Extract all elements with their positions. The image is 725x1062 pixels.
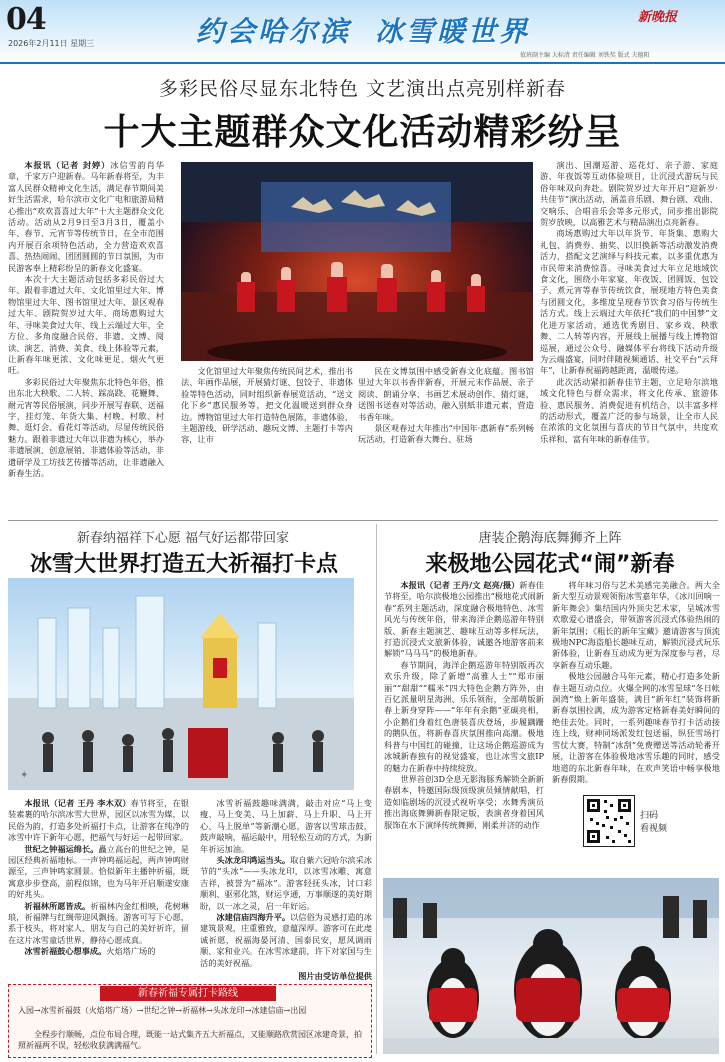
right-col-2 bbox=[552, 580, 720, 785]
left-headline: 冰雪大世界打造五大祈福打卡点 bbox=[29, 552, 338, 577]
right-photo bbox=[383, 878, 719, 1054]
banner-left: 约会哈尔滨 bbox=[196, 15, 352, 48]
subhead: 冰雪祈福鼓心想事成。 bbox=[24, 946, 107, 957]
paper-logo: 新晚报 bbox=[638, 10, 678, 25]
left-kicker: 新春纳福祥下心愿 福气好运都带回家 bbox=[76, 531, 290, 546]
paragraph-text: 以信俗为灵感打造的冰建筑景观，庄重雅致，意蕴深厚。游客可在此虔诚祈愿，祝福海晏河清、国泰民安，愿风调雨顺、家和业兴。在冰雪冰建前，许下对家国与生活的美好祝福。 bbox=[200, 912, 372, 968]
paragraph-text: 矗立高台的世纪之钟，是园区经典祈福地标。一声钟鸣福运起，两声钟鸣财源至，三声钟鸣家圆景。恰似新年主播钟祈福，既寓意步步登高，前程似锦，也为马年开启顺遂安康的好兆头。 bbox=[8, 843, 189, 900]
penguin-parade-image bbox=[383, 878, 719, 1054]
photo-credit: 图片由受访单位提供 bbox=[298, 971, 372, 982]
main-col-2 bbox=[181, 366, 353, 446]
qr-label-scan: 扫码 bbox=[640, 811, 659, 821]
main-para-3: 多彩民俗过大年聚焦东北特色年俗，推出东北大秧歌、二人转、踩高跷、花鞭舞、耐元宵等民俗展演，同步开展写春联、送福字、挂灯笼、年货大集、村晚、村歌、村舞、逛灯会、看花灯等活动，尽显传统民俗魅力。跟着非遗过大年以非遗为核心，举办非遗展演、创意展销、非遗体验等活动，非遗研学及工坊技艺传播等活动，让非遗融入新春生活。 bbox=[8, 376, 164, 478]
svg-text:✦: ✦ bbox=[20, 770, 29, 781]
main-para-4: 文化馆里过大年聚焦传统民间艺术，推出书法、年画作品展，开展猜灯谜、包饺子、非遗体验等特色活动，同时组织新春展览活动、“送文化下乡”惠民服务等，把文化温暖送到群众身边。博物馆里过大年打造特色展陈，非遗体验、主题游线、研学活动、趣玩文博、主题打卡等内容，让市 bbox=[181, 366, 353, 445]
route-note: 全程步行顺畅，点位布局合理，既能一站式集齐五大祈福点，又能顺路欣赏园区冰建奇景，拍照祈福两不误，轻松收获满满福气。 bbox=[18, 1030, 362, 1050]
left-para-6 bbox=[200, 855, 372, 912]
qr-code-icon bbox=[584, 796, 634, 846]
right-kicker: 唐装企鹅海底舞狮齐上阵 bbox=[478, 531, 622, 546]
paragraph-text: 新春佳节将至，哈尔滨极地公园推出“极地花式闹新春”系列主题活动，深度融合极地特色、冰雪风光与传统年俗，带来海洋企鹅巡游年特别版、新春主题演艺、趣味互动等多样玩法，打造沉浸式文旅新体验，诚邀各地游客前来解锁“马马马”的极地新春。 bbox=[384, 580, 544, 659]
main-para-8: 商场惠购过大年以年货节、年货集、惠购大礼包、消费券、抽奖、以旧换新等活动激发消费活力，搭配文艺演绎与科技元素，以多重优惠为市民带来消费惊喜。寻味美食过大年立足地域饮食文化，围绕小年家宴、年夜饭、团圆饭、包饺子、煮元宵等春节传统饮食，展现地方特色美食与团圆文化，多维度呈现春节饮食习俗与传统生活方式。线上云端过大年依托“我们的中国梦”文化进万家活动，通选优秀剧目、家乡戏、秧歌舞、二人转等内容，开展线上展播与线上博物馆巡展，通过公众号、融媒体平台将线下活动升级为云端盛宴，同时伴随视频通话、社交平台“云拜年”，让新春祝福跨越距离，温暖传递。 bbox=[540, 228, 718, 376]
subhead: 冰建信庙四海升平。 bbox=[216, 912, 291, 923]
main-para-7: 演出、国潮巡游、巡花灯、亲子游、家庭游、年夜饭等互动体验项目，让沉浸式游玩与民俗年味双向奔赴。剧院贺岁过大年开启“迎新岁·共佳节”演出活动，涵盖音乐剧、舞台剧、戏曲、交响乐、合唱音乐会等多元形式，同步推出影院贺岁放映，以高雅艺术与精品演出点亮新春。 bbox=[540, 160, 718, 228]
right-para-3: 世界首创3D全息无影海豚秀解锁全新新春剧本，特邀国际级顶级演员倾情献唱，打造如临剧场的沉浸式视听享受；水舞秀演员推出海底舞狮新春限定版，表演者身着国风服饰在水下演绎传统舞狮，刚柔并济的动作 bbox=[384, 773, 544, 830]
editors-line: 值班副主编 大标清 责任编辑 刘铁奖 版式 夫德阳 bbox=[520, 52, 650, 59]
qr-code[interactable] bbox=[583, 795, 635, 847]
left-para-5: 冰雪祈福鼓趣味满满，敲击对应“马上变瘦、马上变美、马上加薪、马上升职、马上开心、马上脱单”等新潮心愿，游客以雪球击鼓，鼓声敲响，福运敲中，用轻松互动的方式，为新年祈运加油。 bbox=[200, 798, 372, 854]
paragraph-text: 祈福林内金红相映，花树琳琅，祈福牌与红绸带迎风飘扬。游客可写下心愿，系于枝头，将对家人、朋友与自己的美好祈许，留在这片冰雪童话世界，静待心愿成真。 bbox=[8, 900, 189, 945]
ice-bell-tower-image bbox=[8, 578, 354, 790]
page-number: 04 bbox=[6, 2, 46, 37]
main-headline: 十大主题群众文化活动精彩纷呈 bbox=[103, 112, 622, 153]
right-col-1 bbox=[384, 580, 544, 831]
subhead: 祈福林所愿皆成。 bbox=[24, 900, 91, 911]
main-kicker: 多彩民俗尽显东北特色 文艺演出点亮别样新春 bbox=[158, 78, 567, 100]
main-col-3 bbox=[358, 366, 534, 446]
route-box-title: 新春祈福专属打卡路线 bbox=[100, 986, 276, 1001]
left-para-2 bbox=[8, 844, 189, 901]
issue-date: 2026年2月11日 星期三 bbox=[8, 39, 95, 48]
main-para-2: 本次十大主题活动包括多彩民俗过大年、跟着非遗过大年、文化馆里过大年、博物馆里过大年、图书馆里过大年、景区观春过大年、剧院贺岁过大年、商场惠购过大年、寻味美食过大年、线上云端过大年，全方位、多角度融合民俗、非遗、文博、阅读、演艺、消费、美食、线上体验等元素，让新春年味更浓、文化味更足、烟火气更旺。 bbox=[8, 274, 164, 376]
paragraph-text: 春节将至，在银装素裹的哈尔滨冰雪大世界，园区以冰雪为媒，以民俗为韵，打造多处祈福打卡点，让游客在纯净的冰雪中许下新年心愿，把福气与好运一起带回家。 bbox=[8, 798, 189, 843]
right-para-2: 春节期间，海洋企鹅巡游年特别版再次欢乐升级，除了新增“高雅人士”“郑市丽丽”“甜甜”“糯米”四大特色企鹅方阵外，由百亿派量明星海洲、乐乐领衔，全部萌版新春上新身穿阵——“年年有余鹅”亚碳亮相，小企鹅们身着红色唐装喜庆登场，步履蹒跚的鹅队伍，将新春喜庆氛围推向高潮。极地科普与中国红的碰撞，让这场企鹅巡游成为冰城新春独有的视觉盛宴，也让冰雪文旅IP的魅力在新春中持续绽放。 bbox=[384, 659, 544, 773]
main-para-6: 景区观春过大年推出“中国年·惠新春”系列畅玩活动，打造新春大舞台、驻场 bbox=[358, 423, 534, 445]
left-para-4 bbox=[8, 946, 189, 957]
subhead: 世纪之钟福运绵长。 bbox=[24, 843, 99, 854]
main-para-9: 此次活动紧扣新春佳节主题，立足哈尔滨地域文化特色与群众需求，将文化传承、旅游体验、惠民服务、消费促进有机结合，以丰富多样的活动形式，覆盖广泛的参与场景，让全市人民在浓浓的文化氛围与喜庆的节日气氛中，共度欢乐祥和、富有年味的新春佳节。 bbox=[540, 376, 718, 444]
right-divider bbox=[376, 524, 377, 1054]
header-rule bbox=[0, 62, 725, 64]
paragraph-text: 冰信雪韵肖华章，千家万户迎新春。马年新春将至，为丰富人民群众精神文化生活，满足春节期间美好生活需求，哈尔滨市文化广电和旅游局精心推出“欢欢喜喜过大年”十大主题群众文化活动。活动从2月9日至3月3日，覆盖小年、春节、元宵节等传统节日，在全市范围内开展百余项特色活动，全力营造欢欢喜喜、热热闹闹、团团圆圆的节日氛围，为市民游客奉上精彩纷呈的新春文化盛宴。 bbox=[8, 160, 164, 273]
right-para-1 bbox=[384, 580, 544, 660]
section-divider bbox=[8, 520, 718, 521]
byline: 本报讯（记者 封婷） bbox=[24, 160, 111, 170]
paragraph-text: 火焰塔广场的 bbox=[106, 946, 156, 957]
left-para-1 bbox=[8, 798, 189, 844]
left-col-2 bbox=[200, 798, 372, 982]
stage-performance-image bbox=[181, 162, 533, 361]
right-headline: 来极地公园花式“闹”新春 bbox=[425, 552, 675, 577]
left-para-3 bbox=[8, 901, 189, 947]
main-col-4 bbox=[540, 160, 718, 445]
byline: 本报讯（记者 王丹 李木双） bbox=[24, 798, 131, 808]
main-col-1 bbox=[8, 160, 164, 479]
banner-right: 冰雪暖世界 bbox=[375, 15, 531, 48]
left-photo bbox=[8, 578, 354, 790]
route-text: 入园→冰雪祈福鼓（火焰塔广场）→世纪之钟→祈福林→头冰龙印→冰建信庙→出园 bbox=[18, 1006, 307, 1015]
right-para-5: 极地公园融合马年元素，精心打造多处新春主题互动点位。火爆全网的冰雪星球“冬日帐洞湾”焕上新年盛装，满目“新年红”装饰将新新春氛围拉满，成为游客定格新春美好瞬间的绝佳去处。同时，一系列趣味春节打卡活动接连上线，财神同场派发红包送福，纵狂雪场打雪仗大赛，特制“冰刮”免费赠送等活动轮番开展，让游客在体验极地冰雪乐趣的同时，感受地道的东北新春年味，在欢声笑语中畅享极地新春假期。 bbox=[552, 671, 720, 784]
subhead: 头冰龙印鸿运当头。 bbox=[216, 855, 291, 866]
main-para-1 bbox=[8, 160, 164, 274]
main-para-5: 民在文博氛围中感受新春文化底蕴。图书馆里过大年以书香伴新春，开展元末作品展、亲子阅读、朗诵分享、书画艺术展动创作、猜灯谜，送图书送春对等活动，融入别紙非遗元素，营造书香年味。 bbox=[358, 366, 534, 422]
paragraph-text: 取自紫六冠哈尔滨采冰节的“头冰”——头冰龙印，以冰雪冰雕、寓意吉祥，被誉为“福冰”。游客轻抚头冰，讨口彩顺利、驱邪化煞，财运亨通，万事顺遂的美好期盼，以一冰之灵，启一年好运。 bbox=[200, 855, 372, 911]
left-para-7 bbox=[200, 912, 372, 969]
left-col-1 bbox=[8, 798, 189, 958]
byline: 本报讯（记者 王丹/文 赵亮/摄） bbox=[400, 580, 520, 590]
main-photo bbox=[181, 162, 533, 361]
right-para-4: 将年味习俗与艺术美感完美融合。两大全新大型互动景观领衔冰雪嘉年华，《冰川回响一新年舞会》集结国内外顶尖艺术家，呈城冰雪欢歌爱心谱盛会，带领游客沉浸式体验热闹的新年氛围；《粗长的新年宝藏》邀请游客与顶流极地NPC海盗船长趣味互动，解锁沉浸式玩乐新体验，让新春互动成为更为深度参与者，尽享新春互动乐趣。 bbox=[552, 580, 720, 670]
qr-label-video: 看视频 bbox=[640, 824, 668, 834]
